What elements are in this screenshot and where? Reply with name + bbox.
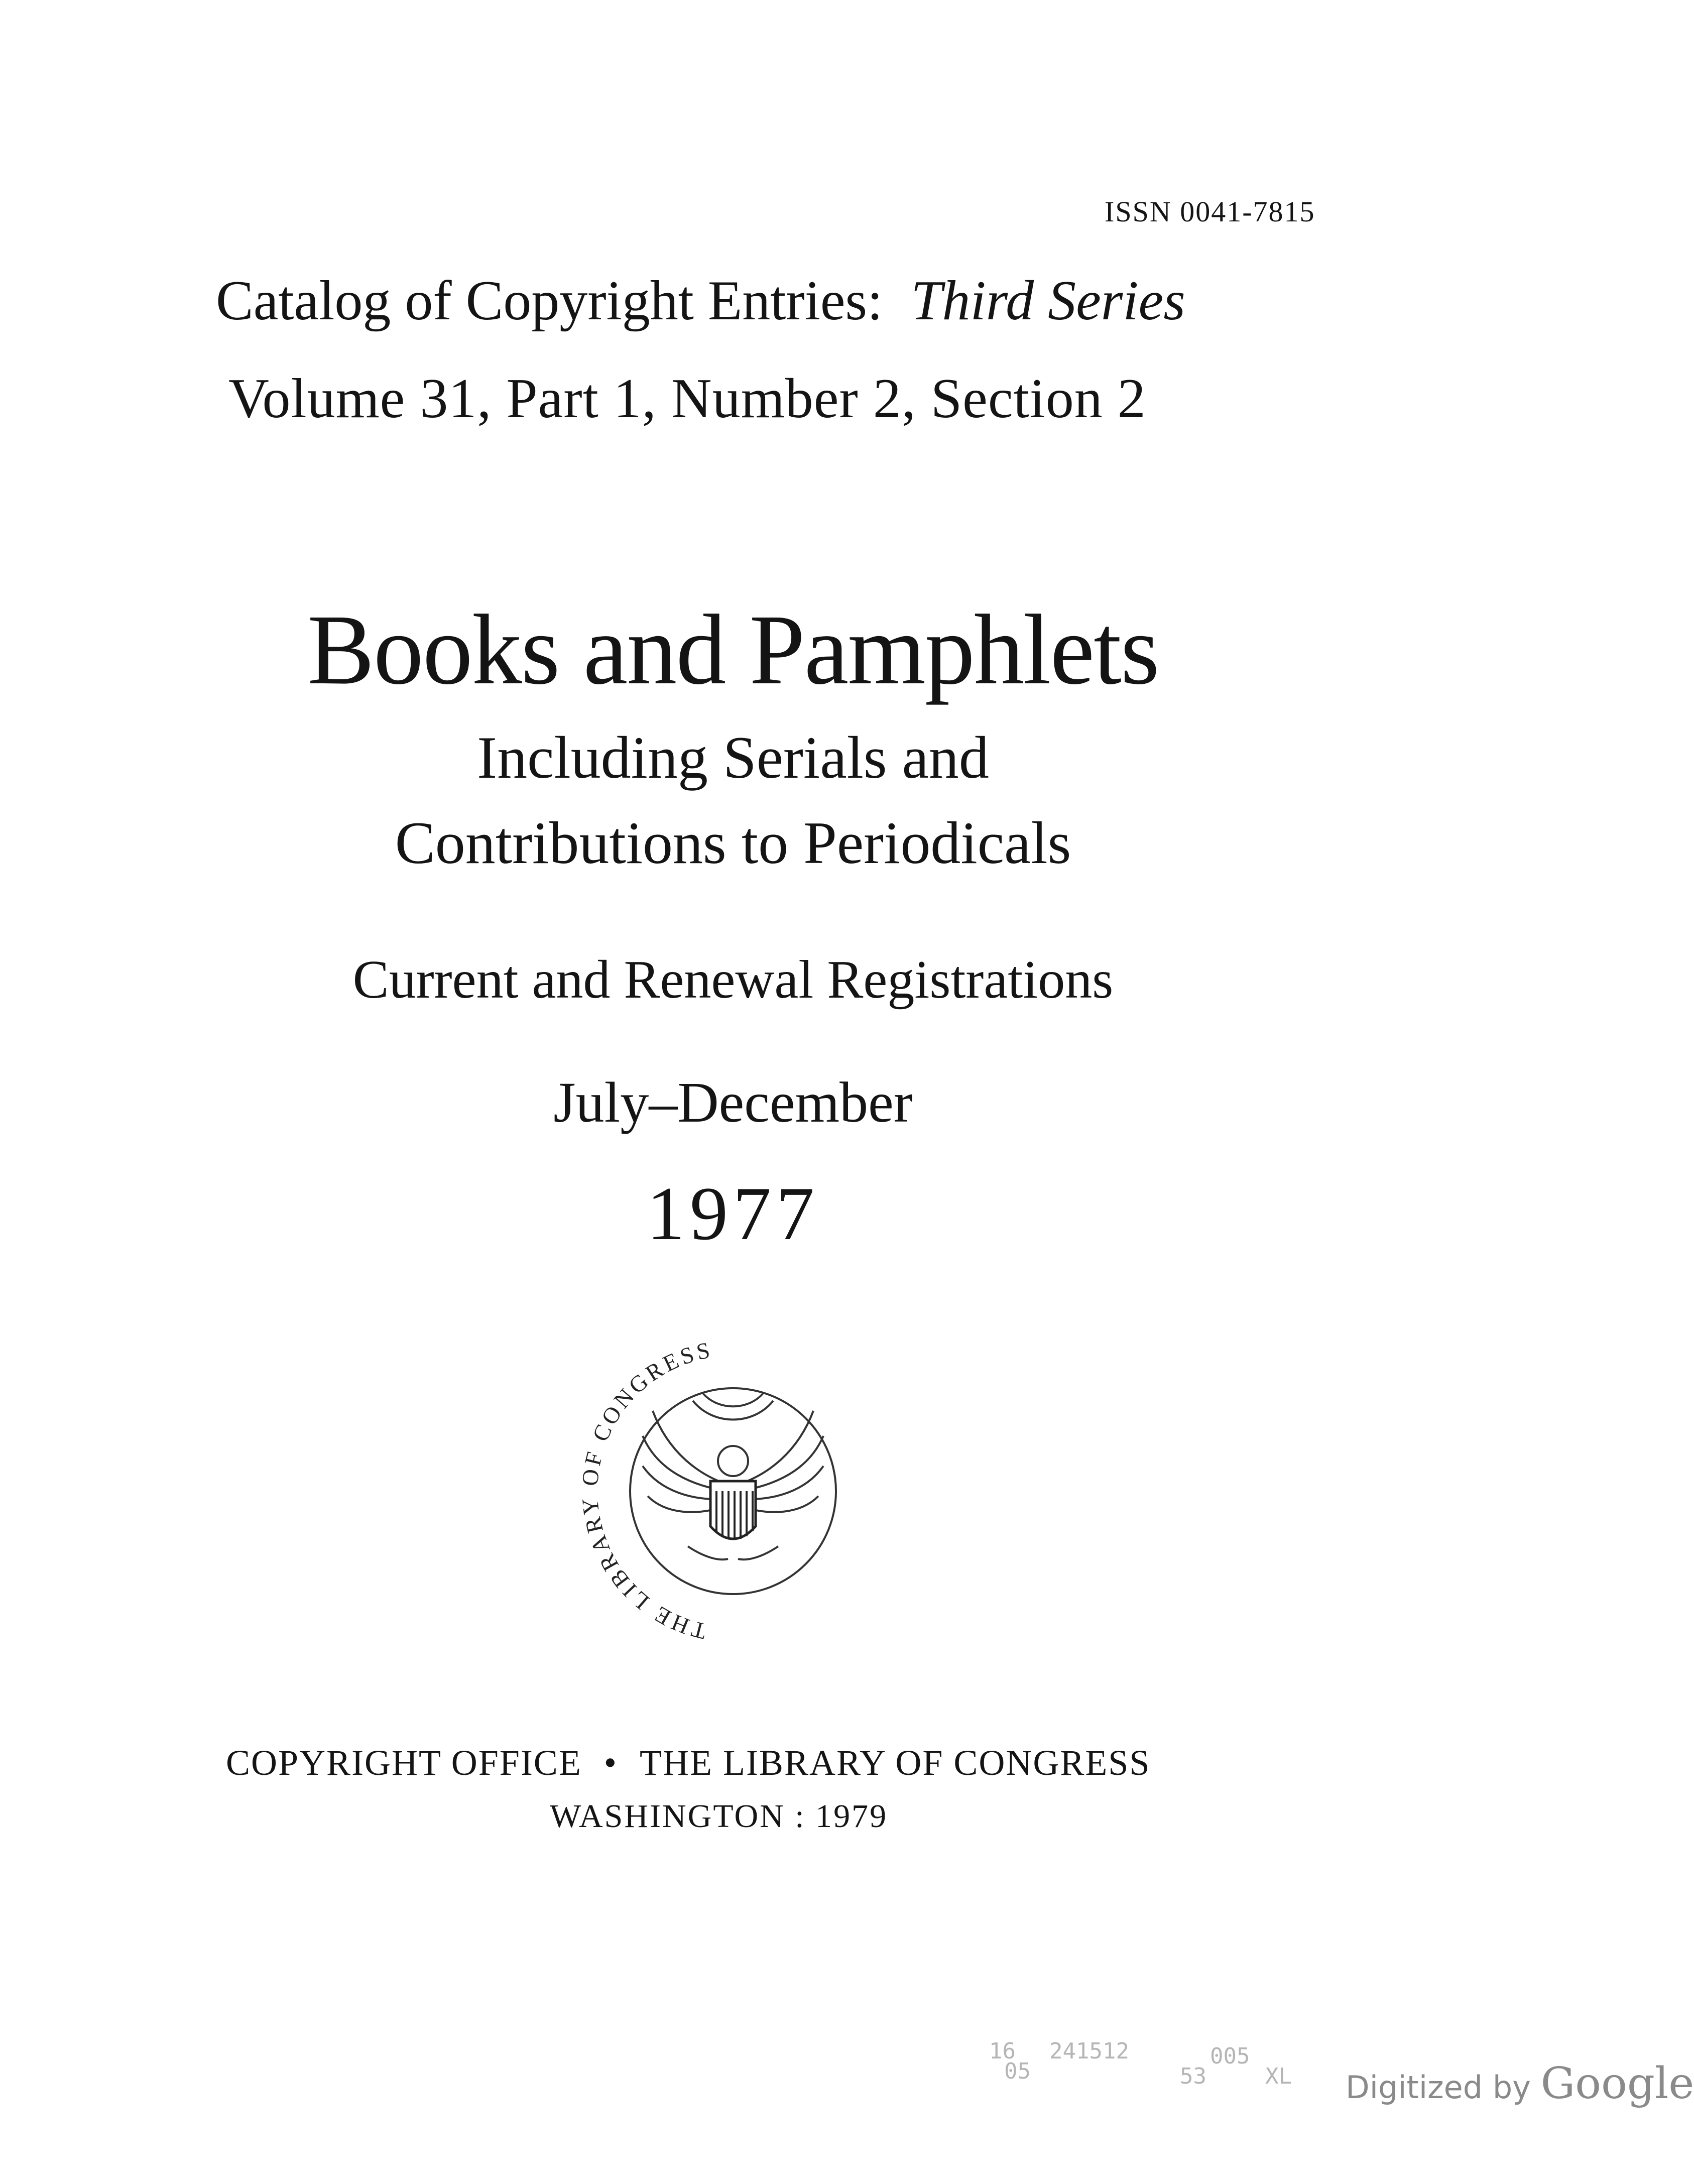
- main-title: Books and Pamphlets: [307, 594, 1159, 705]
- watermark-brand: Google: [1540, 2058, 1694, 2109]
- scan-number: 05: [1004, 2058, 1031, 2084]
- publisher-line: [226, 1742, 1151, 1784]
- scan-number: 005: [1210, 2043, 1250, 2069]
- library-of-congress-seal-icon: [567, 1325, 899, 1657]
- year: 1977: [647, 1171, 819, 1256]
- watermark-prefix: Digitized by: [1346, 2069, 1531, 2106]
- publisher-library-of-congress: THE LIBRARY OF CONGRESS: [640, 1743, 1151, 1783]
- catalog-series: Third Series: [911, 270, 1185, 332]
- scan-number: XL: [1265, 2064, 1292, 2089]
- publisher-copyright-office: COPYRIGHT OFFICE: [226, 1743, 582, 1783]
- separator-dot: •: [603, 1743, 618, 1783]
- digitized-watermark: [1346, 2058, 1694, 2109]
- scan-number: 53: [1180, 2064, 1206, 2089]
- subtitle-line-2: Contributions to Periodicals: [395, 809, 1071, 876]
- period-line: July–December: [553, 1070, 913, 1134]
- place-and-date: WASHINGTON : 1979: [550, 1798, 888, 1835]
- subtitle-line-1: Including Serials and: [477, 724, 989, 791]
- scan-number: 241512: [1049, 2038, 1129, 2064]
- scan-number: 16: [989, 2038, 1016, 2064]
- issn-number: ISSN 0041-7815: [1105, 195, 1315, 228]
- catalog-title: [216, 269, 1185, 333]
- seal-text: THE LIBRARY OF CONGRESS: [576, 1337, 715, 1645]
- catalog-title-main: Catalog of Copyright Entries:: [216, 270, 883, 332]
- volume-info: Volume 31, Part 1, Number 2, Section 2: [228, 368, 1146, 430]
- svg-text:THE LIBRARY OF CONGRESS: [577, 1337, 715, 1644]
- registrations-line: Current and Renewal Registrations: [352, 950, 1114, 1010]
